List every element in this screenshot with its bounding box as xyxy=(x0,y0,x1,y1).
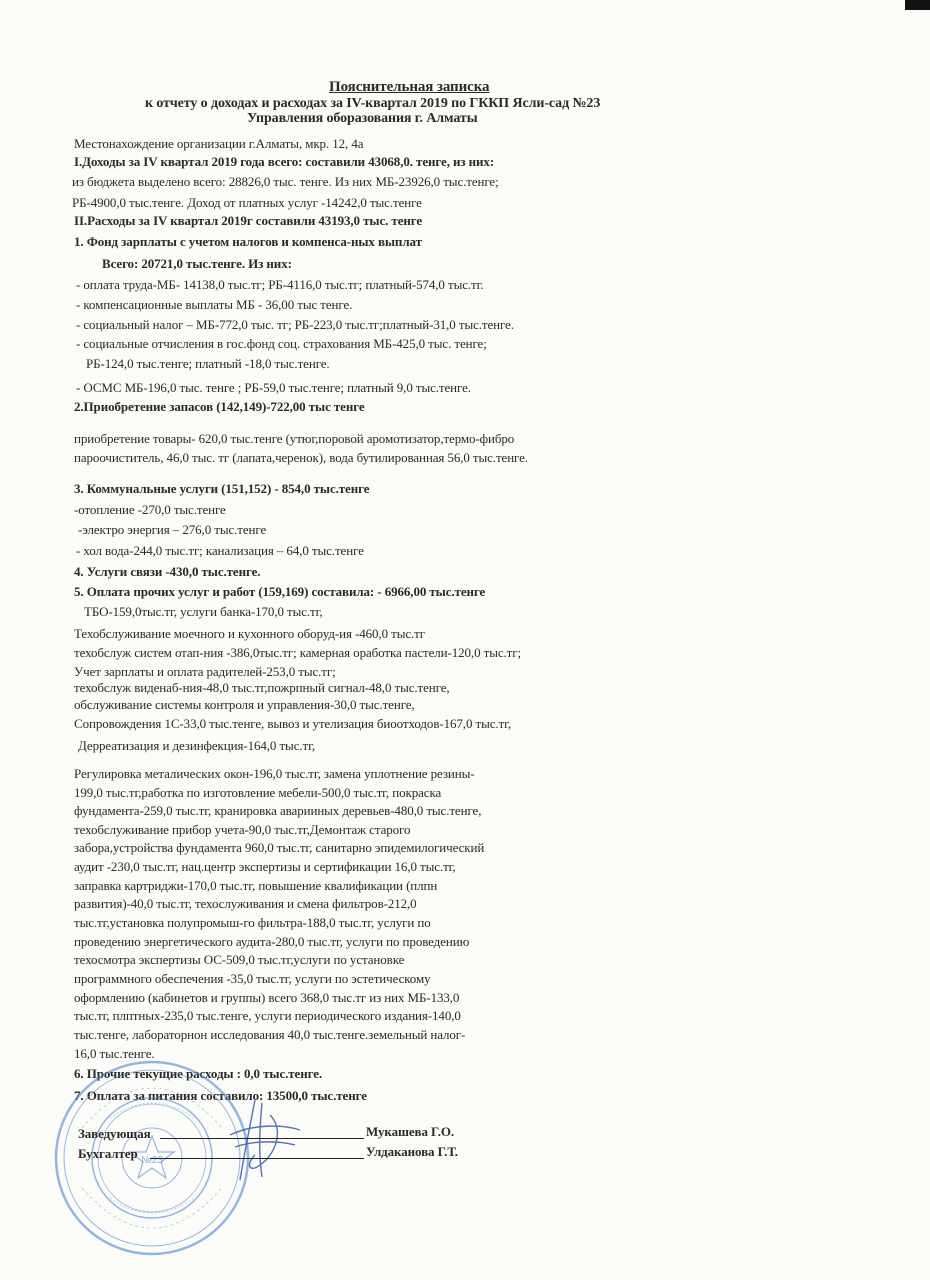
signature-line-accountant xyxy=(150,1158,364,1159)
section-5-paragraph-line: техобслуживание прибор учета-90,0 тыс.тг,Демонтаж старого xyxy=(74,822,411,837)
income-paid-line: РБ-4900,0 тыс.тенге. Доход от платных услуг -14242,0 тыс.тенге xyxy=(72,195,422,210)
section-5-paragraph-line: проведению энергетического аудита-280,0 тыс.тг, услуги по проведению xyxy=(74,934,470,949)
section-1-line: - социальные отчисления в гос.фонд соц. страхования МБ-425,0 тыс. тенге; xyxy=(76,336,487,351)
section-5-paragraph-line: техосмотра экспертизы ОС-509,0 тыс.тг,услуги по установке xyxy=(74,952,405,967)
handwritten-signature xyxy=(200,1095,320,1185)
section-5-paragraph-line: фундамента-259,0 тыс.тг, кранировка аварииных деревьев-480,0 тыс.тенге, xyxy=(74,803,482,818)
section-5-paragraph-line: тыс.тг, плптных-235,0 тыс.тенге, услуги периодического издания-140,0 xyxy=(74,1008,461,1023)
section-5-paragraph-line: программного обеспечения -35,0 тыс.тг, услуги по эстетическому xyxy=(74,971,431,986)
section-5-paragraph-line: Регулировка металических окон-196,0 тыс.тг, замена уплотнение резины- xyxy=(74,766,475,781)
section-1-line: - компенсационные выплаты МБ - 36,00 тыс тенге. xyxy=(76,297,353,312)
section-1-heading: 1. Фонд зарплаты с учетом налогов и компенса-ных выплат xyxy=(74,234,422,249)
section-3-heading: 3. Коммунальные услуги (151,152) - 854,0 тыс.тенге xyxy=(74,481,370,496)
section-5-paragraph-line: забора,устройства фундамента 960,0 тыс.тг, санитарно эпидемилогический xyxy=(74,840,485,855)
section-1-line: - оплата труда-МБ- 14138,0 тыс.тг; РБ-4116,0 тыс.тг; платный-574,0 тыс.тг. xyxy=(76,277,484,292)
section-5-heading: 5. Оплата прочих услуг и работ (159,169) составила: - 6966,00 тыс.тенге xyxy=(74,584,486,599)
section-5-paragraph-line: тыс.тенге, лабораторнон исследования 40,0 тыс.тенге.земельный налог- xyxy=(74,1027,466,1042)
section-2-line: приобретение товары- 620,0 тыс.тенге (утюг,пoровой аромотизатор,термо-фибро xyxy=(74,431,515,446)
signature-name-accountant: Улдаканова Г.Т. xyxy=(366,1144,458,1159)
section-5-paragraph-line: тыс.тг,установка полупромыш-го фильтра-188,0 тыс.тг, услуги по xyxy=(74,915,431,930)
section-5-line: обслуживание системы контроля и управления-30,0 тыс.тенге, xyxy=(74,697,415,712)
section-3-line: -отопление -270,0 тыс.тенге xyxy=(74,502,226,517)
section-2-heading: 2.Приобретение запасов (142,149)-722,00 тыс тенге xyxy=(74,399,365,414)
signature-line-director xyxy=(160,1138,364,1139)
section-2-line: пароочиститель, 46,0 тыс. тг (лапата,черенок), вода бутилированная 56,0 тыс.тенге. xyxy=(74,450,528,465)
section-1-total: Всего: 20721,0 тыс.тенге. Из них: xyxy=(102,256,292,271)
income-heading: I.Доходы за IV квартал 2019 года всего: составили 43068,0. тенге, из них: xyxy=(74,154,495,169)
signature-name-director: Мукашева Г.О. xyxy=(366,1124,455,1139)
location-line: Местонахождение организации г.Алматы, мкр. 12, 4а xyxy=(74,136,364,151)
section-5-paragraph-line: 16,0 тыс.тенге. xyxy=(74,1046,155,1061)
expenses-heading: II.Расходы за IV квартал 2019г составили 43193,0 тыс. тенге xyxy=(74,213,423,228)
section-5-line: Техобслуживание моечного и кухонного оборуд-ия -460,0 тыс.тг xyxy=(74,626,425,641)
section-6-heading: 6. Прочие текущие расходы : 0,0 тыс.тенге. xyxy=(74,1066,323,1081)
section-7-heading: 7. Оплата за питания составило: 13500,0 тыс.тенге xyxy=(74,1088,367,1103)
section-5-line: Сопровождения 1С-33,0 тыс.тенге, вывоз и утелизация биоотходов-167,0 тыс.тг, xyxy=(74,716,512,731)
section-5-paragraph-line: оформлению (кабинетов и группы) всего 368,0 тыс.тг из них МБ-133,0 xyxy=(74,990,460,1005)
signature-role-accountant: Бухгалтер xyxy=(78,1146,138,1161)
income-budget-line: из бюджета выделено всего: 28826,0 тыс. тенге. Из них МБ-23926,0 тыс.тенге; xyxy=(72,174,499,189)
section-4-heading: 4. Услуги связи -430,0 тыс.тенге. xyxy=(74,564,261,579)
stamp-number-text: №23 xyxy=(141,1155,163,1166)
section-5-line: техобслуж систем отап-ния -386,0тыс.тг; камерная оработка пастели-120,0 тыс.тг; xyxy=(74,645,521,660)
section-5-line: Дерреатизация и дезинфекция-164,0 тыс.тг, xyxy=(78,738,316,753)
document-title: Пояснительная записка xyxy=(329,79,490,95)
section-1-line: - ОСМС МБ-196,0 тыс. тенге ; РБ-59,0 тыс.тенге; платный 9,0 тыс.тенге. xyxy=(76,380,471,395)
section-3-line: - хол вода-244,0 тыс.тг; канализация – 64,0 тыс.тенге xyxy=(76,543,364,558)
section-5-line: техобслуж виденаб-ния-48,0 тыс.тг,пожрпный сигнал-48,0 тыс.тенге, xyxy=(74,680,450,695)
section-5-paragraph-line: аудит -230,0 тыс.тг, нац.центр экспертизы и сертификации 16,0 тыс.тг, xyxy=(74,859,456,874)
scan-corner-mark xyxy=(905,0,930,10)
document-subtitle-org: Управления оборазования г. Алматы xyxy=(247,111,478,126)
section-5-paragraph-line: заправка картриджи-170,0 тыс.тг, повышение квалификации (плпн xyxy=(74,878,438,893)
document-subtitle: к отчету о доходах и расходах за IV-квартал 2019 по ГККП Ясли-сад №23 xyxy=(145,96,601,111)
section-5-line: ТБО-159,0тыс.тг, услуги банка-170,0 тыс.тг, xyxy=(84,604,323,619)
section-5-paragraph-line: 199,0 тыс.тг,работка по изготовление мебели-500,0 тыс.тг, покраска xyxy=(74,785,442,800)
section-3-line: -электро энергия – 276,0 тыс.тенге xyxy=(78,522,267,537)
section-1-line: РБ-124,0 тыс.тенге; платный -18,0 тыс.тенге. xyxy=(86,356,330,371)
signature-role-director: Заведующая xyxy=(78,1126,151,1141)
section-5-line: Учет зарплаты и оплата радителей-253,0 тыс.тг; xyxy=(74,664,336,679)
section-1-line: - социальный налог – МБ-772,0 тыс. тг; РБ-223,0 тыс.тг;платный-31,0 тыс.тенге. xyxy=(76,317,514,332)
section-5-paragraph-line: развития)-40,0 тыс.тг, техослуживания и смена фильтров-212,0 xyxy=(74,896,417,911)
